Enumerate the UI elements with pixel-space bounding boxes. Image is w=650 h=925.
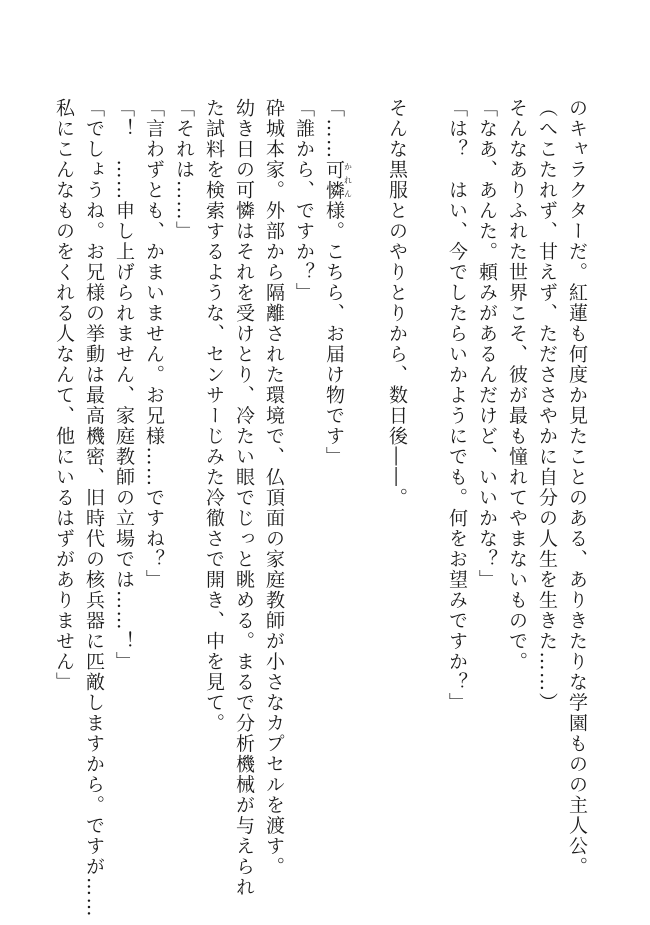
karen-ruby: [323, 159, 353, 201]
text-line-12: 「それは……」: [173, 98, 195, 242]
text-line-9: 砕城本家。外部から隔離された環境で、仏頂面の家庭教師が小さなカプセルを渡す。: [263, 98, 285, 877]
text-line-2: （へこたれず、甘えず、ただささやかに自分の人生を生きた……）: [536, 98, 558, 713]
text-line-10: 幼き日の可憐はそれを受けとり、冷たい眼でじっと眺める。まるで分析機械が与えられ: [233, 98, 255, 898]
text-line-15: 「でしょうね。お兄様の挙動は最高機密、旧時代の核兵器に匹敵しますから。ですが……: [83, 98, 105, 918]
karen-suffix: 様。こちら、お届け物です」: [323, 200, 345, 467]
text-line-14: 「！ ……申し上げられません、家庭教師の立場では……！」: [113, 98, 135, 672]
text-line-3: そんなありふれた世界こそ、彼が最も憧れてやまないもので。: [506, 98, 528, 672]
vertical-text-body: [49, 98, 592, 918]
text-line-11: た試料を検索するような、センサーじみた冷徹さで開き、中を見て。: [203, 98, 225, 734]
text-line-8: 「誰から、ですか？」: [293, 98, 315, 303]
karen-ruby-reading: かれん: [343, 159, 353, 201]
paragraph-gap: [352, 98, 382, 858]
text-line-7: [319, 98, 352, 858]
text-line-1: のキャラクターだ。紅蓮も何度か見たことのある、ありきたりな学園ものの主人公。: [566, 98, 588, 877]
text-line-5: 「は？ はい、今でしたらいかようにでも。何をお望みですか？」: [446, 98, 468, 713]
text-line-4: 「なあ、あんた。頼みがあるんだけど、いいかな？」: [476, 98, 498, 590]
text-line-13: 「言わずとも、かまいません。お兄様……ですね？」: [143, 98, 165, 590]
paragraph-gap: [412, 98, 442, 858]
text-line-6: そんな黒服とのやりとりから、数日後――。: [386, 98, 408, 508]
karen-ruby-base: 可憐: [323, 159, 345, 201]
karen-prefix: 「……: [323, 98, 345, 160]
text-line-16: 私にこんなものをくれる人なんて、他にいるはずがありません」: [53, 98, 75, 693]
